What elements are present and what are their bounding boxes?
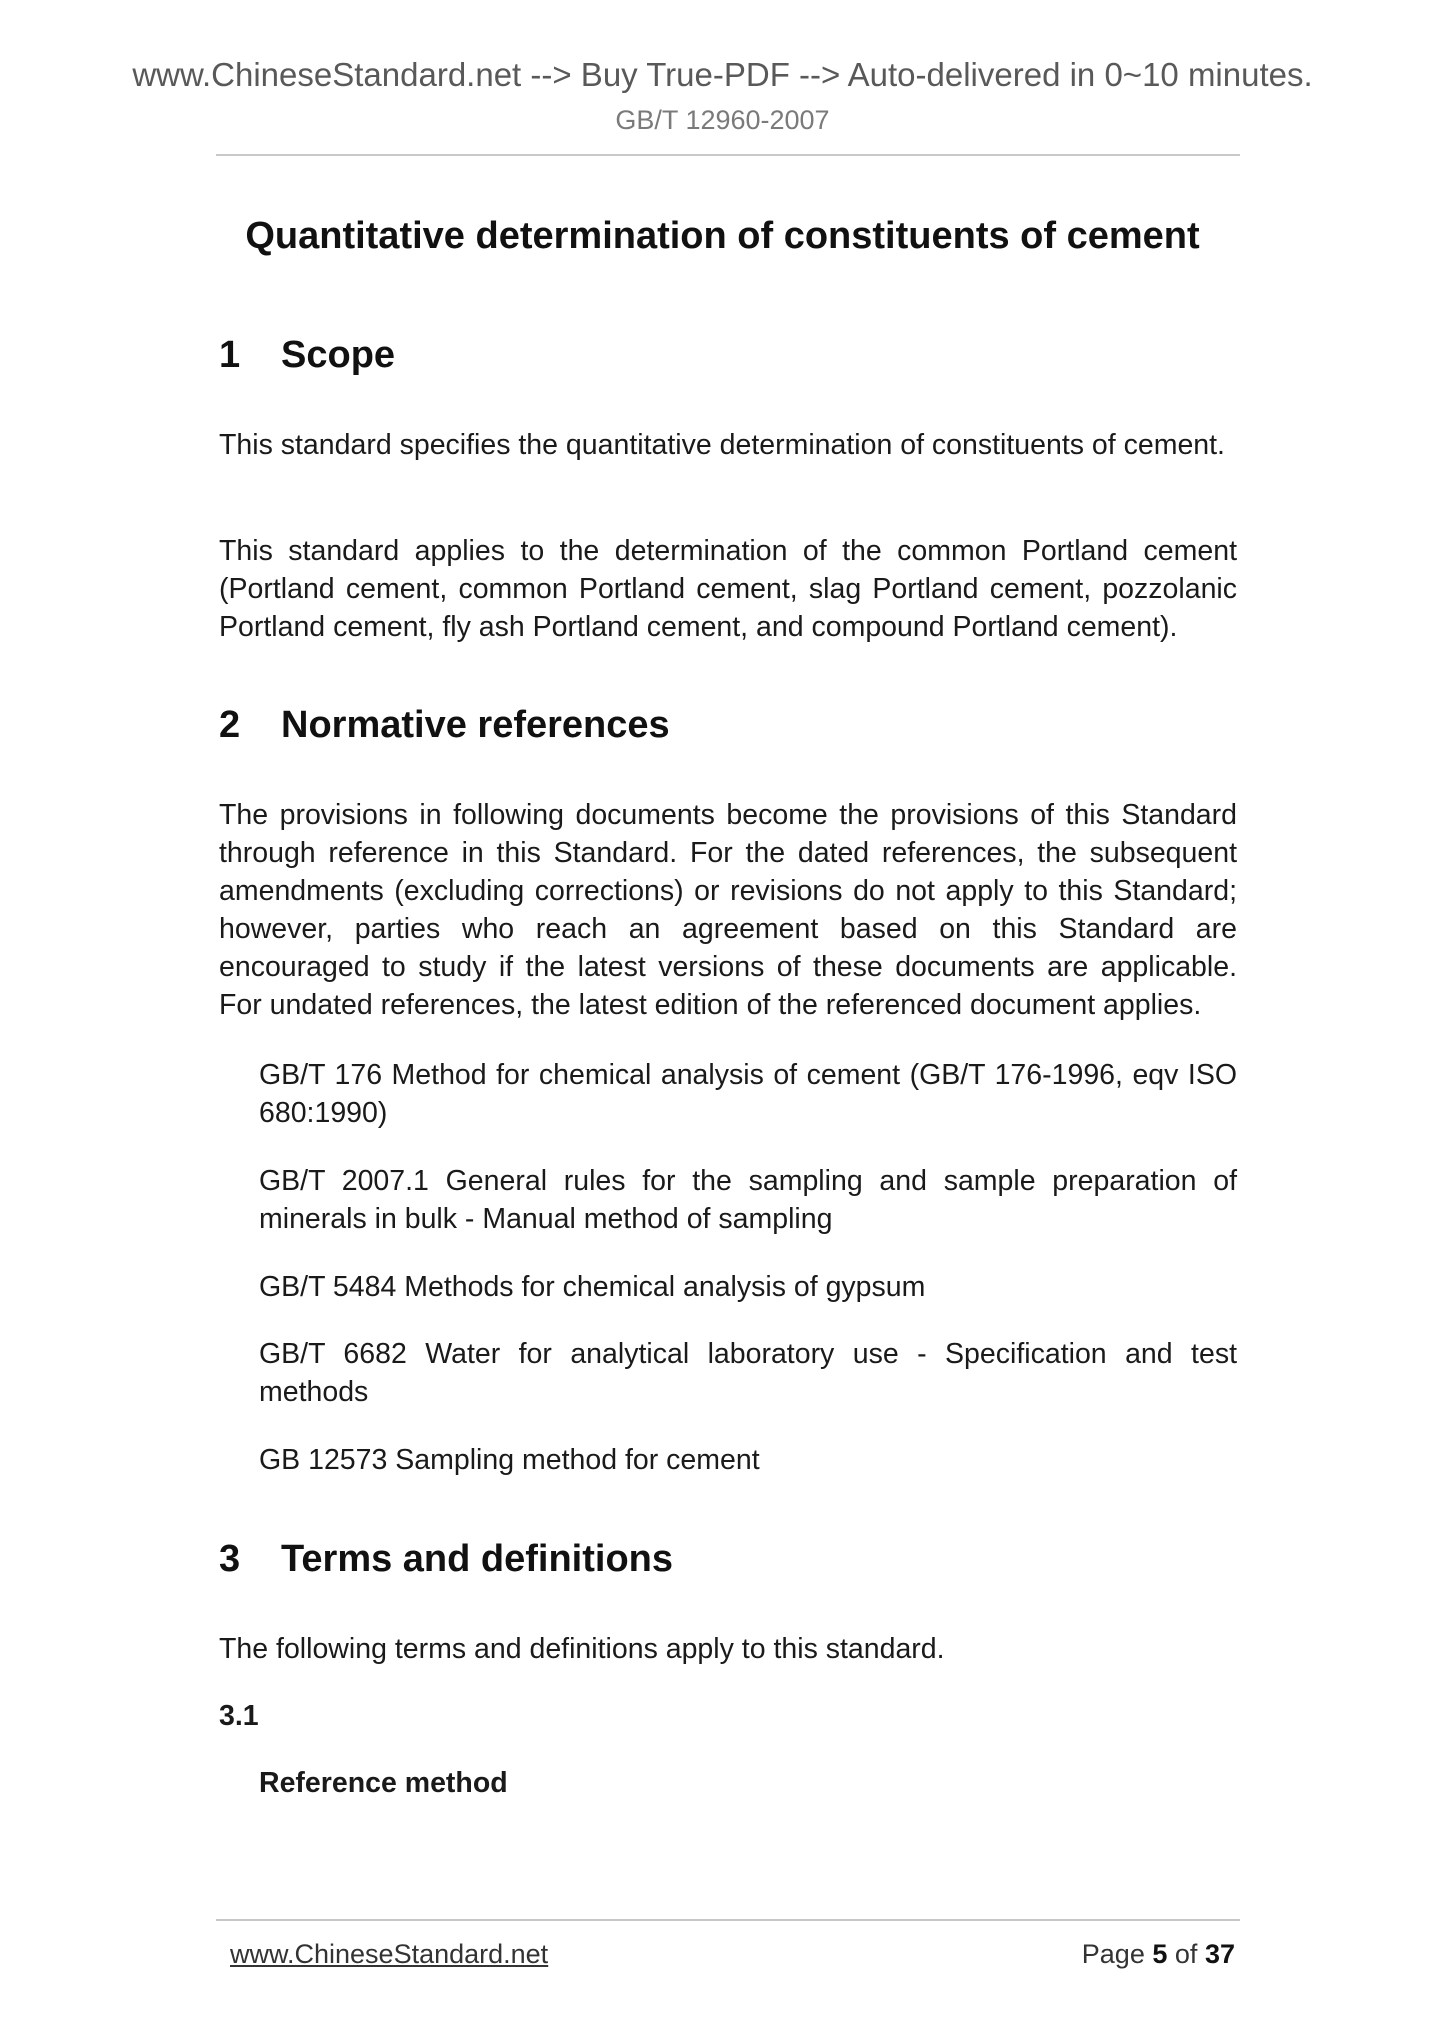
page-indicator (1082, 1939, 1235, 1970)
section-3-heading (219, 1538, 673, 1581)
page-current: 5 (1152, 1939, 1168, 1969)
terms-intro-paragraph: The following terms and definitions apply to this standard. (219, 1633, 945, 1665)
reference-item: GB 12573 Sampling method for cement (259, 1444, 760, 1476)
page-label: Page (1081, 1939, 1145, 1969)
reference-item: GB/T 176 Method for chemical analysis of cement (GB/T 176-1996, eqv ISO 680:1990) (259, 1059, 1237, 1129)
header-divider (216, 154, 1240, 156)
section-title: Normative references (281, 704, 670, 746)
section-title: Scope (281, 334, 396, 376)
scope-paragraph-2: This standard applies to the determination of the common Portland cement (Portland cement, common Portland cement, slag Portland cement, pozzolanic Portland cement, fly ash Portland cement, and compound Portland cement). (219, 535, 1237, 643)
normative-intro-paragraph: The provisions in following documents become the provisions of this Standard through reference in this Standard. For the dated references, the subsequent amendments (excluding corrections) or revisions do not apply to this Standard; however, parties who reach an agreement based on this Standard are encouraged to study if the latest versions of these documents are applicable. For undated references, the latest edition of the referenced document applies. (219, 799, 1237, 1021)
scope-paragraph-1: This standard specifies the quantitative determination of constituents of cement. (219, 429, 1225, 461)
document-id: GB/T 12960-2007 (615, 105, 830, 135)
page-total: 37 (1204, 1939, 1235, 1969)
reference-item: GB/T 5484 Methods for chemical analysis of gypsum (259, 1271, 926, 1303)
section-2-heading (219, 704, 670, 747)
section-title: Terms and definitions (281, 1538, 674, 1580)
footer-website-link[interactable]: www.ChineseStandard.net (230, 1939, 549, 1969)
reference-item: GB/T 2007.1 General rules for the sampling and sample preparation of minerals in bulk - Manual method of sampling (259, 1165, 1237, 1235)
reference-item: GB/T 6682 Water for analytical laboratory use - Specification and test methods (259, 1338, 1237, 1408)
term-name: Reference method (259, 1767, 508, 1799)
term-number: 3.1 (219, 1700, 259, 1732)
page-title: Quantitative determination of constituents of cement (245, 215, 1200, 257)
header-banner: www.ChineseStandard.net --> Buy True-PDF --> Auto-delivered in 0~10 minutes. (132, 56, 1313, 93)
section-number: 2 (219, 704, 241, 746)
section-number: 1 (219, 334, 241, 376)
section-number: 3 (219, 1538, 241, 1580)
page-of-label: of (1174, 1939, 1198, 1969)
footer-divider (216, 1919, 1240, 1921)
section-1-heading (219, 334, 395, 377)
